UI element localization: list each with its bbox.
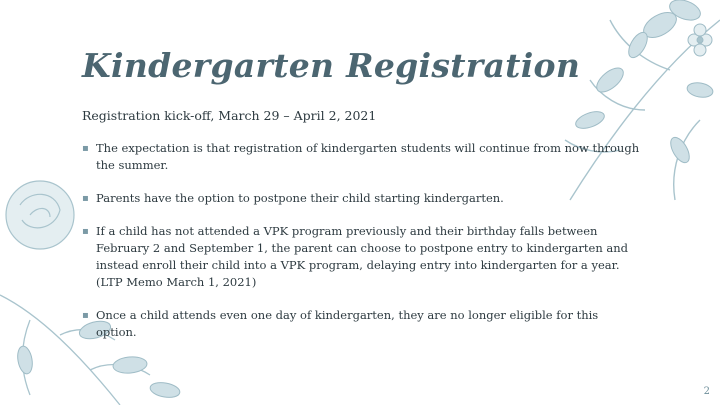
- bullet-text: Parents have the option to postpone their child starting kindergarten.: [96, 191, 504, 205]
- bullet-icon: ▪: [82, 310, 89, 321]
- bullet-item: [82, 223, 642, 291]
- bullet-text: The expectation is that registration of kindergarten students will continue from now through the summer.: [96, 141, 640, 172]
- bullet-list: [82, 140, 642, 357]
- page-number: 2: [703, 386, 710, 397]
- bullet-icon: ▪: [82, 193, 89, 204]
- bullet-item: [82, 190, 642, 207]
- bullet-icon: ▪: [82, 226, 89, 237]
- bullet-item: [82, 140, 642, 174]
- slide-subtitle: Registration kick-off, March 29 – April 2, 2021: [82, 108, 377, 123]
- slide-title: Kindergarten Registration: [82, 46, 581, 85]
- bullet-item: [82, 307, 642, 341]
- bullet-text: If a child has not attended a VPK program previously and their birthday falls between February 2 and September 1, the parent can choose to postpone entry to kindergarten and instead enroll their child into a VPK program, delaying entry into kindergarten for a year. (LTP Memo March 1, 2021): [96, 224, 629, 289]
- bullet-text: Once a child attends even one day of kindergarten, they are no longer eligible for this option.: [96, 308, 599, 339]
- bullet-icon: ▪: [82, 143, 89, 154]
